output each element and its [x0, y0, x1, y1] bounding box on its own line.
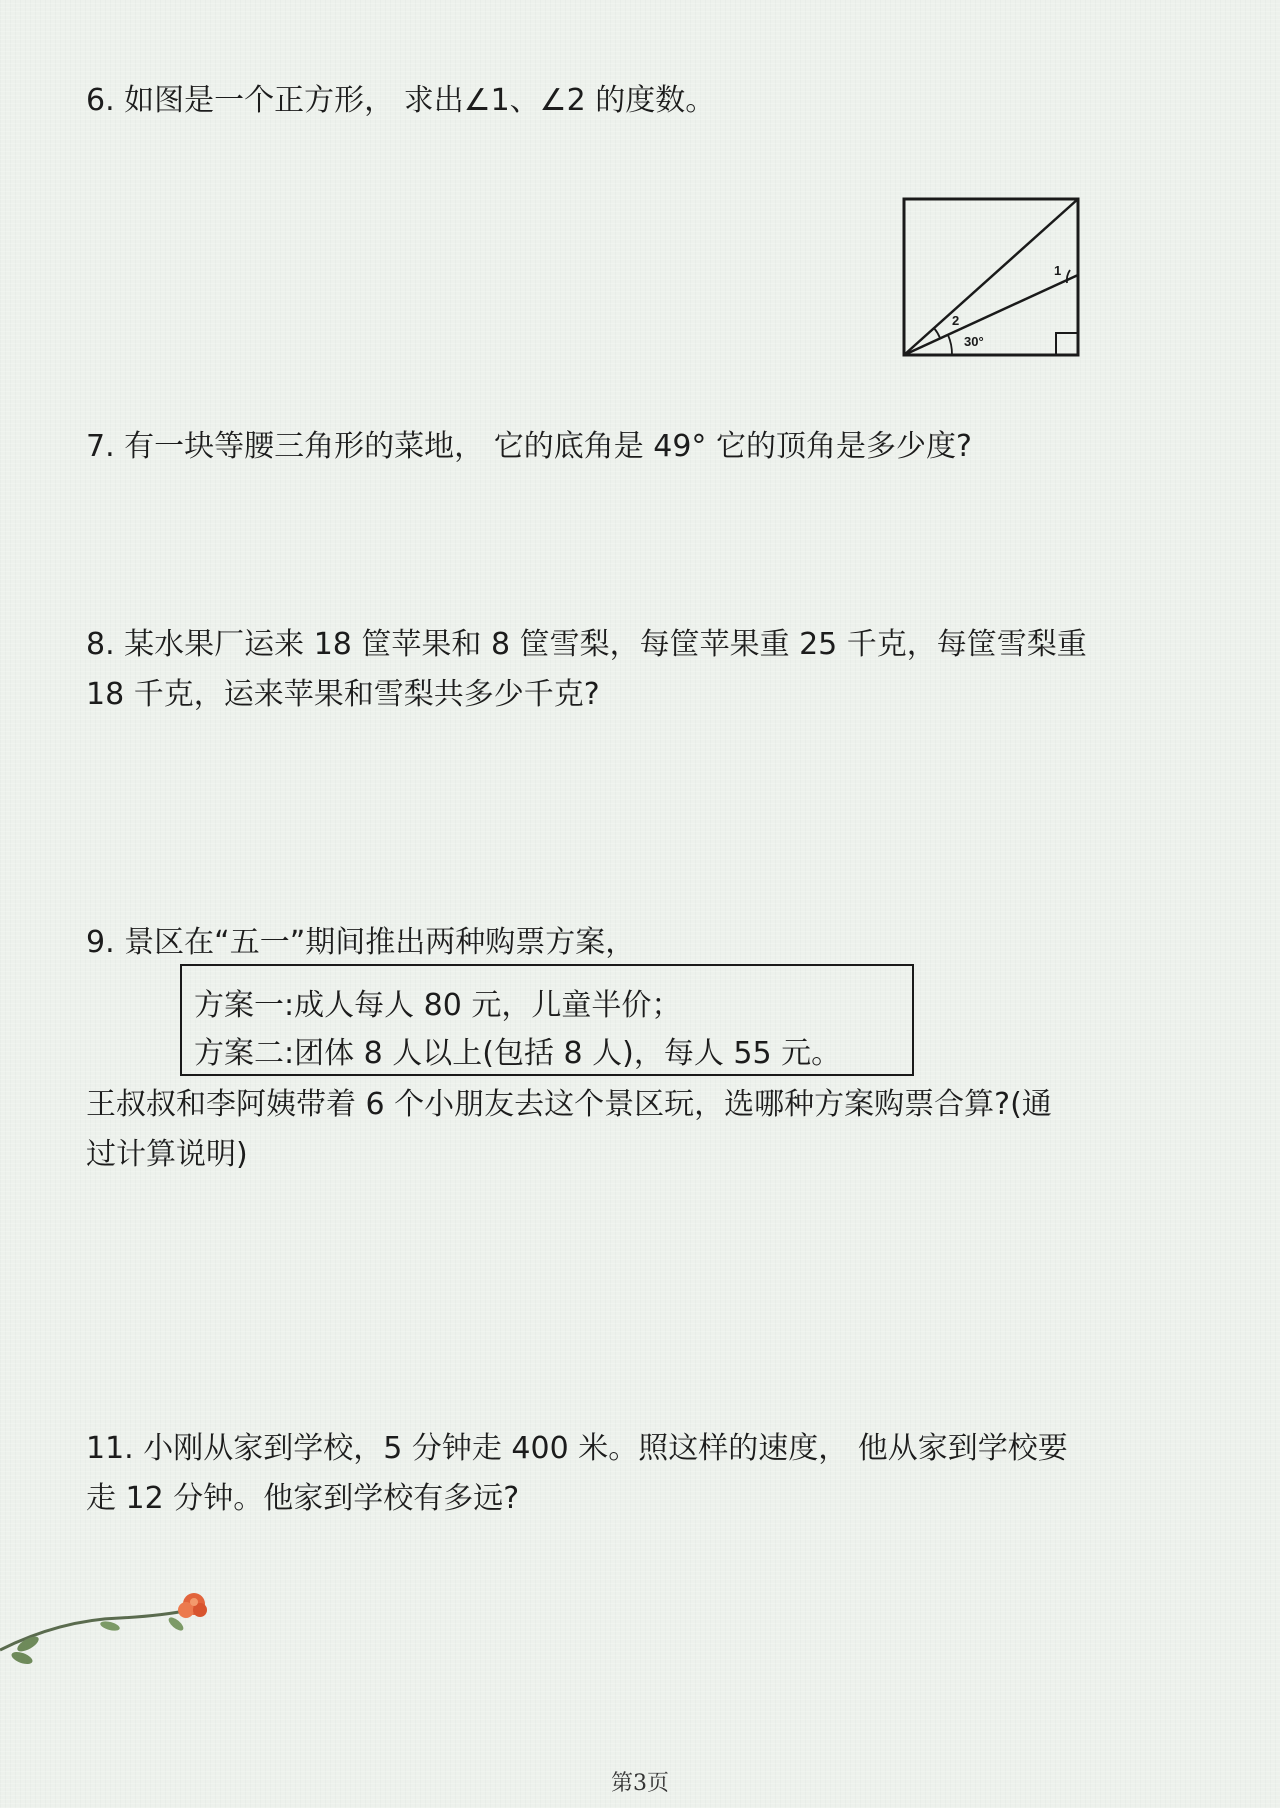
page-number: 第3页	[611, 1771, 669, 1796]
question-8-line-1: 8. 某水果厂运来 18 筐苹果和 8 筐雪梨，每筐苹果重 25 千克，每筐雪梨重	[86, 627, 1087, 662]
question-8-line-2: 18 千克，运来苹果和雪梨共多少千克?	[86, 677, 600, 712]
angle-1-label: 1	[1054, 263, 1062, 278]
inner-line	[904, 275, 1078, 355]
question-7: 7. 有一块等腰三角形的菜地， 它的底角是 49° 它的顶角是多少度?	[86, 429, 972, 464]
angle-1-arc-mark	[1067, 270, 1070, 283]
angle-2-label: 2	[952, 313, 960, 328]
question-9-intro: 9. 景区在“五一”期间推出两种购票方案，	[86, 925, 636, 960]
diagonal-line	[904, 199, 1078, 355]
question-9-line-2: 过计算说明)	[86, 1137, 248, 1172]
leaf-icon	[10, 1650, 34, 1667]
plan-one: 方案一:成人每人 80 元，儿童半价；	[194, 988, 682, 1023]
angle-30-label: 30°	[964, 334, 984, 349]
question-9-line-1: 王叔叔和李阿姨带着 6 个小朋友去这个景区玩，选哪种方案购票合算?(通	[86, 1087, 1052, 1122]
leaf-icon	[99, 1620, 120, 1633]
plan-two: 方案二:团体 8 人以上(包括 8 人)，每人 55 元。	[194, 1036, 842, 1071]
flower-center	[190, 1598, 198, 1606]
square-angle-figure	[900, 196, 1090, 366]
flower-branch-decoration	[0, 1580, 220, 1670]
angle-2-arc	[934, 328, 940, 338]
right-angle-mark	[1056, 333, 1078, 355]
leaf-icon	[167, 1615, 186, 1633]
question-6: 6. 如图是一个正方形， 求出∠1、∠2 的度数。	[86, 83, 716, 118]
question-11-line-1: 11. 小刚从家到学校，5 分钟走 400 米。照这样的速度， 他从家到学校要	[86, 1431, 1068, 1466]
angle-30-arc	[948, 335, 952, 355]
question-11-line-2: 走 12 分钟。他家到学校有多远?	[86, 1481, 520, 1516]
